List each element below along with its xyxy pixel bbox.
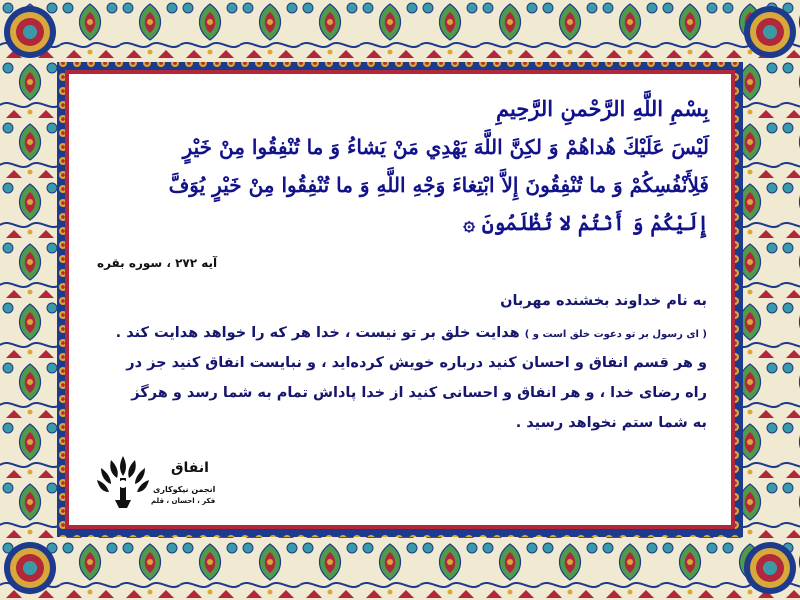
translation-line-1: به نام خداوند بخشنده مهربان <box>500 293 707 309</box>
verse-line-1: لَيْسَ عَلَيْكَ هُداهُمْ وَ لكِنَّ اللَّهَ يَهْدِي مَنْ يَشاءُ وَ ما تُنْفِقُوا مِنْ خَيْرٍ <box>182 135 709 159</box>
verse-reference: آیه ۲۷۲ ، سوره بقره <box>97 256 218 270</box>
translation-line-5: به شما ستم نخواهد رسید . <box>515 415 707 431</box>
basmala: بِسْمِ اللَّهِ الرَّحْمنِ الرَّحِيمِ <box>496 96 709 121</box>
corner-rosette <box>744 542 796 594</box>
logo-subtitle: انجمن نیکوکاری <box>153 485 216 494</box>
translation-line-2-main: هدایت خلق بر تو نیست ، خدا هر که را خواهد هدایت کند . <box>115 325 525 341</box>
logo-title: انفاق <box>171 460 209 476</box>
corner-rosette <box>4 542 56 594</box>
verse-line-3: إِلَيْكُمْ وَ أَنْتُمْ لا تُظْلَمُونَ ۞ <box>463 211 709 235</box>
persian-translation <box>77 286 707 438</box>
translation-line-4: راه رضای خدا ، و هر انفاق و احسانی کنید از خدا پاداش تمام به شما رسد و هرگز <box>131 385 707 401</box>
corner-rosette <box>744 6 796 58</box>
logo-tagline: فکر ، احسان ، قلم <box>151 497 216 505</box>
flame-hands-icon <box>93 450 153 512</box>
quran-verse <box>89 90 709 242</box>
corner-rosette <box>4 6 56 58</box>
translation-line-2 <box>77 318 707 348</box>
text-panel <box>73 78 727 521</box>
translation-parenthetical: ( ای رسول بر تو دعوت خلق است و ) <box>524 329 707 340</box>
verse-line-2: فَلِأَنْفُسِكُمْ وَ ما تُنْفِقُونَ إِلاَّ ابْتِغاءَ وَجْهِ اللَّهِ وَ ما تُنْفِقُوا مِنْ خَيْرٍ يُوَفَّ <box>168 173 709 197</box>
translation-line-3: و هر قسم انفاق و احسان کنید درباره خویش کرده‌اید ، و نبایست انفاق کنید جز در <box>126 355 707 371</box>
anfaq-logo <box>93 450 216 512</box>
